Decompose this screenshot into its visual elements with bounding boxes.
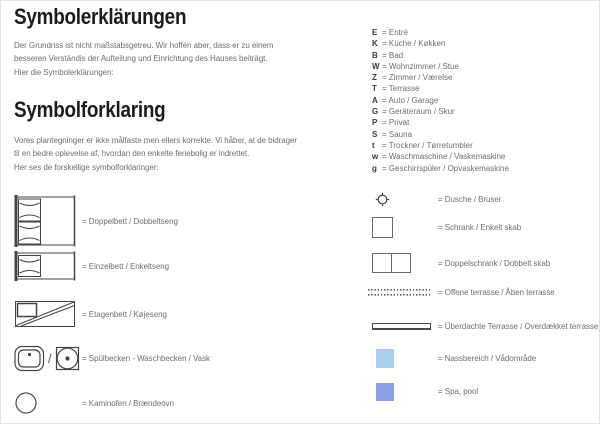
legend-row-covered-terrace — [368, 322, 598, 330]
legend-row-bunk-bed — [14, 300, 167, 328]
legend-row-sink — [14, 345, 210, 372]
room-code-row — [372, 117, 509, 128]
room-code-letter: S — [372, 129, 378, 139]
room-code-letter: T — [372, 84, 377, 94]
open-terrace-icon — [368, 289, 430, 296]
room-code-row — [372, 163, 509, 174]
legend-row-single-bed — [14, 251, 169, 281]
room-code-letter: B — [372, 50, 378, 60]
room-code-name: = Auto / Garage — [382, 95, 439, 105]
room-code-name: = Trockner / Tørretumbler — [382, 140, 473, 150]
legend-row-wardrobe — [368, 217, 521, 238]
bunk-bed-label: = Etagenbett / Køjeseng — [82, 309, 167, 319]
room-code-row — [372, 83, 509, 94]
single-bed-icon — [14, 251, 82, 281]
legend-row-open-terrace — [368, 288, 555, 297]
wardrobe-label: = Schrank / Enkelt skab — [438, 223, 522, 232]
room-code-letter: w — [372, 152, 379, 162]
intro-text-danish: Vores plantegninger er ikke målfaste men ellers korrekte. Vi håber, at de bidrager til en bedre oplevelse af, hvordan den enkelte feriebolig er indrettet. Her ses de forskellige symbolforklaringer: — [14, 136, 298, 172]
room-code-name: = Zimmer / Værelse — [382, 73, 453, 83]
room-code-list — [372, 27, 509, 174]
spa-pool-label: = Spa, pool — [438, 387, 479, 396]
spa-pool-icon — [376, 383, 394, 401]
room-code-row — [372, 95, 509, 106]
room-code-letter: E — [372, 28, 378, 37]
room-code-name: = Geräteraum / Skur — [382, 107, 455, 117]
bunk-bed-icon — [14, 300, 82, 328]
room-code-name: = Terrasse — [382, 84, 420, 94]
kitchen-sink-icon — [14, 345, 45, 372]
double-bed-icon — [14, 195, 82, 247]
room-code-name: = Bad — [382, 50, 404, 60]
room-code-letter: G — [372, 107, 379, 117]
room-code-letter: t — [372, 140, 375, 150]
room-code-row — [372, 61, 509, 72]
double-wardrobe-icon — [372, 253, 411, 273]
legend-row-wet-area — [368, 348, 536, 368]
room-code-row — [372, 140, 509, 151]
room-code-name: = Sauna — [382, 129, 413, 139]
room-code-name: = Küche / Køkken — [382, 39, 446, 49]
covered-terrace-label: = Überdachte Terrasse / Overdækket terrasse — [438, 321, 599, 331]
room-code-letter: g — [372, 163, 377, 173]
wood-stove-icon — [14, 392, 82, 414]
shower-label: = Dusche / Bruser — [438, 195, 502, 204]
room-code-name: = Entré — [382, 28, 409, 37]
open-terrace-label: = Offene terrasse / Åben terrasse — [438, 288, 555, 297]
room-code-row — [372, 50, 509, 61]
washbasin-icon — [55, 346, 80, 371]
covered-terrace-icon — [372, 323, 431, 330]
stove-label: = Kaminofen / Brændeovn — [82, 398, 175, 408]
legend-row-double-bed — [14, 195, 178, 247]
double-wardrobe-label: = Doppelschrank / Dobbelt skab — [438, 258, 551, 268]
heading-danish: Symbolforklaring — [14, 97, 166, 122]
room-code-name: = Waschmaschine / Vaskemaskine — [382, 152, 506, 162]
sink-separator: / — [48, 351, 52, 366]
intro-text-german: Der Grundriss ist nicht maßstabsgetreu. Wir hoffen aber, dass er zu einem besseren Verständis der Aufteilung und Einrichtung des Hauses beiträgt. Hier die Symbolerklärungen: — [14, 41, 274, 77]
room-code-row — [372, 72, 509, 83]
legend-row-shower — [368, 191, 501, 208]
heading-german: Symbolerklärungen — [14, 4, 187, 29]
room-code-row — [372, 151, 509, 162]
room-code-letter: K — [372, 39, 378, 49]
room-code-letter: A — [372, 95, 378, 105]
room-code-letter: P — [372, 118, 378, 128]
legend-row-stove — [14, 392, 174, 414]
room-code-name: = Privat — [382, 118, 410, 128]
room-code-name: = Geschirrspüler / Opvaskemaskine — [382, 163, 509, 173]
room-code-row — [372, 129, 509, 140]
legend-row-double-wardrobe — [368, 253, 550, 273]
legend-row-spa-pool — [368, 382, 478, 401]
room-code-name: = Wohnzimmer / Stue — [382, 61, 459, 71]
wet-area-icon — [376, 349, 394, 368]
wardrobe-icon — [372, 217, 393, 238]
wet-area-label: = Nassbereich / Vådområde — [438, 353, 537, 363]
single-bed-label: = Einzelbett / Enkeltseng — [82, 261, 170, 271]
room-code-row — [372, 38, 509, 49]
shower-icon — [368, 191, 438, 208]
room-code-letter: W — [372, 61, 380, 71]
double-bed-label: = Doppelbett / Dobbeltseng — [82, 216, 178, 226]
sink-label: = Spülbecken - Waschbecken / Vask — [82, 354, 210, 363]
room-code-row — [372, 27, 509, 38]
room-code-row — [372, 106, 509, 117]
room-code-letter: Z — [372, 73, 377, 83]
